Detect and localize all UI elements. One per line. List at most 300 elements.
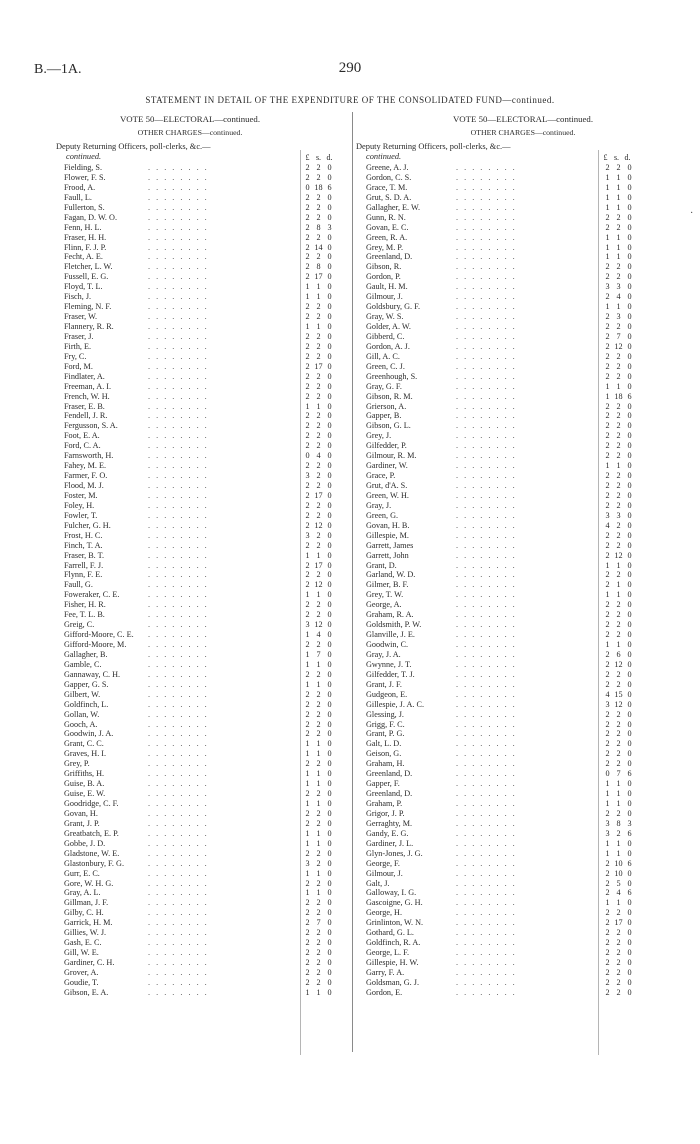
amount-pence: 0 bbox=[327, 590, 332, 600]
amount-pounds: 2 bbox=[605, 649, 610, 659]
amount-shillings: 2 bbox=[616, 729, 621, 739]
leader-dots: . . . . . . . . bbox=[148, 322, 209, 331]
list-item bbox=[56, 292, 350, 302]
amount-pounds: 2 bbox=[305, 580, 310, 590]
amount-shillings: 1 bbox=[616, 381, 621, 391]
list-item bbox=[358, 203, 692, 213]
amount-pounds: 1 bbox=[305, 779, 310, 789]
leader-dots: . . . . . . . . bbox=[148, 620, 209, 630]
leader-dots: . . . . . . . . bbox=[148, 967, 209, 977]
entry-amount bbox=[302, 749, 335, 759]
amount-shillings: 2 bbox=[616, 987, 621, 997]
leader-dots: . . . . . . . . bbox=[148, 212, 209, 222]
list-item bbox=[56, 729, 350, 739]
leader-dots: . . . . . . . . bbox=[148, 312, 209, 322]
amount-pounds: 2 bbox=[305, 222, 310, 232]
amount-shillings: 2 bbox=[316, 471, 321, 481]
entry-amount bbox=[602, 928, 635, 938]
amount-pence: 0 bbox=[627, 610, 632, 620]
amount-pence: 0 bbox=[327, 868, 332, 878]
amount-shillings: 2 bbox=[616, 759, 621, 769]
leader-dots: . . . . . . . . bbox=[148, 799, 209, 808]
leader-dots: . . . . . . . . bbox=[148, 858, 209, 868]
amount-shillings: 2 bbox=[616, 351, 621, 361]
list-item bbox=[56, 749, 350, 759]
amount-pounds: 1 bbox=[605, 640, 610, 649]
entry-amount bbox=[302, 690, 335, 700]
amount-pounds: 1 bbox=[305, 322, 310, 331]
amount-shillings: 1 bbox=[316, 868, 321, 878]
leader-dots: . . . . . . . . bbox=[456, 838, 517, 848]
list-item bbox=[358, 908, 692, 918]
amount-shillings: 17 bbox=[314, 560, 323, 570]
list-item bbox=[358, 640, 692, 650]
list-item bbox=[358, 302, 692, 312]
entry-amount bbox=[302, 809, 335, 819]
leader-dots: . . . . . . . . bbox=[148, 749, 209, 759]
entry-name: Green, C. J. bbox=[366, 361, 405, 371]
amount-shillings: 3 bbox=[616, 510, 621, 520]
list-item bbox=[358, 968, 692, 978]
amount-pounds: 3 bbox=[605, 828, 610, 838]
amount-pounds: 2 bbox=[305, 669, 310, 679]
list-item bbox=[56, 551, 350, 561]
amount-pence: 0 bbox=[327, 361, 332, 371]
entry-name: Graham, R. A. bbox=[366, 610, 414, 620]
amount-pence: 0 bbox=[327, 808, 332, 818]
entry-amount bbox=[602, 680, 635, 690]
amount-pounds: 2 bbox=[605, 888, 610, 898]
entry-name: Fee, T. L. B. bbox=[64, 610, 105, 620]
entry-name: Flood, M. J. bbox=[64, 481, 104, 490]
amount-shillings: 1 bbox=[316, 679, 321, 689]
amount-pence: 0 bbox=[627, 659, 632, 669]
amount-pence: 0 bbox=[327, 550, 332, 560]
leader-dots: . . . . . . . . bbox=[456, 987, 517, 997]
amount-shillings: 1 bbox=[316, 550, 321, 560]
amount-shillings: 1 bbox=[616, 172, 621, 182]
amount-pounds: 2 bbox=[305, 848, 310, 858]
entry-amount bbox=[302, 938, 335, 948]
right-section-title: Deputy Returning Officers, poll-clerks, &c.— bbox=[356, 142, 511, 151]
amount-pounds: 2 bbox=[305, 411, 310, 421]
amount-pence: 0 bbox=[327, 888, 332, 898]
list-item bbox=[56, 163, 350, 173]
entry-amount bbox=[302, 739, 335, 749]
entry-name: Gapper, B. bbox=[366, 411, 402, 421]
amount-shillings: 2 bbox=[316, 381, 321, 391]
entry-name: Gapper, G. S. bbox=[64, 679, 109, 689]
list-item bbox=[358, 690, 692, 700]
leader-dots: . . . . . . . . bbox=[456, 749, 517, 759]
amount-shillings: 3 bbox=[616, 282, 621, 292]
entry-amount bbox=[602, 302, 635, 312]
entry-name: Fecht, A. E. bbox=[64, 252, 103, 262]
entry-amount bbox=[602, 580, 635, 590]
list-item bbox=[56, 322, 350, 332]
amount-pounds: 3 bbox=[305, 471, 310, 481]
list-item bbox=[358, 173, 692, 183]
entry-amount bbox=[302, 262, 335, 272]
entry-amount bbox=[302, 451, 335, 461]
entry-name: Greig, C. bbox=[64, 620, 95, 630]
leader-dots: . . . . . . . . bbox=[148, 451, 209, 461]
list-item bbox=[358, 928, 692, 938]
amount-pounds: 2 bbox=[605, 977, 610, 987]
entry-amount bbox=[602, 183, 635, 193]
leader-dots: . . . . . . . . bbox=[456, 272, 517, 282]
amount-pounds: 2 bbox=[305, 808, 310, 818]
amount-pounds: 1 bbox=[605, 461, 610, 471]
amount-pounds: 2 bbox=[605, 163, 610, 172]
amount-pence: 0 bbox=[627, 371, 632, 381]
amount-pounds: 2 bbox=[605, 550, 610, 560]
list-item bbox=[56, 491, 350, 501]
amount-pence: 0 bbox=[627, 202, 632, 212]
list-item bbox=[358, 421, 692, 431]
entry-amount bbox=[602, 988, 635, 998]
amount-shillings: 2 bbox=[616, 570, 621, 580]
entry-name: Graves, H. I. bbox=[64, 749, 107, 759]
amount-pounds: 2 bbox=[305, 232, 310, 242]
amount-pounds: 2 bbox=[305, 371, 310, 381]
amount-shillings: 2 bbox=[616, 600, 621, 610]
amount-pence: 0 bbox=[627, 739, 632, 749]
entry-amount bbox=[302, 759, 335, 769]
amount-shillings: 2 bbox=[316, 958, 321, 967]
leader-dots: . . . . . . . . bbox=[456, 550, 517, 560]
amount-pence: 0 bbox=[327, 719, 332, 729]
entry-amount bbox=[302, 988, 335, 998]
entry-name: Gifford-Moore, C. E. bbox=[64, 630, 134, 640]
right-vote-title: VOTE 50—ELECTORAL—continued. bbox=[452, 114, 594, 124]
entry-amount bbox=[602, 421, 635, 431]
amount-shillings: 2 bbox=[316, 928, 321, 938]
amount-shillings: 1 bbox=[316, 322, 321, 331]
list-item bbox=[56, 799, 350, 809]
amount-pounds: 2 bbox=[305, 202, 310, 212]
list-item bbox=[56, 769, 350, 779]
leader-dots: . . . . . . . . bbox=[148, 898, 209, 908]
amount-pence: 0 bbox=[627, 192, 632, 202]
leader-dots: . . . . . . . . bbox=[148, 272, 209, 282]
amount-shillings: 2 bbox=[316, 391, 321, 401]
amount-shillings: 2 bbox=[316, 500, 321, 510]
amount-pence: 0 bbox=[327, 451, 332, 461]
amount-pounds: 2 bbox=[305, 500, 310, 510]
list-item bbox=[56, 869, 350, 879]
leader-dots: . . . . . . . . bbox=[148, 331, 209, 341]
amount-shillings: 7 bbox=[316, 918, 321, 928]
amount-shillings: 2 bbox=[316, 709, 321, 719]
leader-dots: . . . . . . . . bbox=[148, 918, 209, 928]
list-item bbox=[358, 729, 692, 739]
leader-dots: . . . . . . . . bbox=[148, 351, 209, 361]
leader-dots: . . . . . . . . bbox=[456, 471, 517, 481]
amount-pounds: 2 bbox=[305, 610, 310, 620]
amount-pence: 0 bbox=[627, 222, 632, 232]
amount-shillings: 7 bbox=[316, 649, 321, 659]
leader-dots: . . . . . . . . bbox=[148, 391, 209, 401]
entry-name: Floyd, T. L. bbox=[64, 282, 103, 292]
amount-pence: 0 bbox=[627, 878, 632, 888]
entry-name: Graham, H. bbox=[366, 759, 405, 769]
leader-dots: . . . . . . . . bbox=[456, 640, 517, 649]
entry-name: Gray, W. S. bbox=[366, 312, 404, 322]
leader-dots: . . . . . . . . bbox=[456, 331, 517, 341]
entry-name: Gandy, E. G. bbox=[366, 828, 409, 838]
entry-amount bbox=[602, 511, 635, 521]
leader-dots: . . . . . . . . bbox=[456, 500, 517, 510]
leader-dots: . . . . . . . . bbox=[456, 192, 517, 202]
amount-pounds: 2 bbox=[605, 331, 610, 341]
amount-pence: 0 bbox=[327, 481, 332, 490]
amount-pence: 0 bbox=[327, 292, 332, 302]
amount-pounds: 2 bbox=[605, 451, 610, 461]
amount-shillings: 2 bbox=[316, 848, 321, 858]
list-item bbox=[358, 700, 692, 710]
amount-pence: 0 bbox=[627, 789, 632, 799]
amount-shillings: 8 bbox=[616, 818, 621, 828]
amount-shillings: 2 bbox=[616, 669, 621, 679]
amount-pence: 6 bbox=[627, 769, 632, 779]
entry-name: Goodwin, C. bbox=[366, 640, 409, 649]
list-item bbox=[358, 938, 692, 948]
amount-pounds: 3 bbox=[605, 699, 610, 709]
entry-name: George, L. F. bbox=[366, 948, 410, 958]
entry-amount bbox=[302, 551, 335, 561]
amount-shillings: 2 bbox=[316, 938, 321, 948]
amount-shillings: 1 bbox=[616, 779, 621, 789]
leader-dots: . . . . . . . . bbox=[456, 739, 517, 749]
leader-dots: . . . . . . . . bbox=[456, 699, 517, 709]
entry-name: Farmer, F. O. bbox=[64, 471, 108, 481]
leader-dots: . . . . . . . . bbox=[456, 818, 517, 828]
entry-name: Fendell, J. R. bbox=[64, 411, 108, 421]
right-section-sub: continued. bbox=[366, 152, 402, 161]
entry-name: Fenn, H. L. bbox=[64, 222, 102, 232]
entry-name: Gardiner, W. bbox=[366, 461, 408, 471]
leader-dots: . . . . . . . . bbox=[148, 580, 209, 590]
entry-amount bbox=[602, 163, 635, 173]
entry-name: Fraser, B. T. bbox=[64, 550, 105, 560]
amount-pounds: 1 bbox=[305, 868, 310, 878]
amount-pence: 0 bbox=[327, 689, 332, 699]
leader-dots: . . . . . . . . bbox=[456, 441, 517, 451]
leader-dots: . . . . . . . . bbox=[456, 391, 517, 401]
entry-amount bbox=[602, 620, 635, 630]
amount-shillings: 1 bbox=[316, 987, 321, 997]
amount-pounds: 2 bbox=[605, 322, 610, 331]
amount-pounds: 2 bbox=[605, 679, 610, 689]
amount-shillings: 14 bbox=[314, 242, 323, 252]
amount-pounds: 1 bbox=[605, 848, 610, 858]
amount-pence: 0 bbox=[327, 620, 332, 630]
list-item bbox=[358, 223, 692, 233]
amount-shillings: 2 bbox=[316, 202, 321, 212]
entry-name: Gillies, W. J. bbox=[64, 928, 107, 938]
amount-pounds: 1 bbox=[305, 292, 310, 302]
entry-name: Garland, W. D. bbox=[366, 570, 416, 580]
amount-pounds: 1 bbox=[305, 649, 310, 659]
entry-name: Grey, J. bbox=[366, 431, 392, 441]
leader-dots: . . . . . . . . bbox=[148, 610, 209, 620]
amount-shillings: 2 bbox=[316, 510, 321, 520]
amount-pence: 0 bbox=[627, 699, 632, 709]
entry-amount bbox=[302, 292, 335, 302]
amount-pence: 0 bbox=[627, 689, 632, 699]
amount-pounds: 2 bbox=[305, 490, 310, 500]
leader-dots: . . . . . . . . bbox=[148, 252, 209, 262]
entry-amount bbox=[602, 441, 635, 451]
entry-amount bbox=[302, 322, 335, 332]
entry-amount bbox=[602, 521, 635, 531]
entry-amount bbox=[302, 859, 335, 869]
leader-dots: . . . . . . . . bbox=[456, 262, 517, 272]
amount-pounds: 2 bbox=[605, 431, 610, 441]
amount-pence: 0 bbox=[327, 948, 332, 958]
entry-amount bbox=[302, 869, 335, 879]
entry-amount bbox=[302, 779, 335, 789]
amount-pence: 0 bbox=[627, 679, 632, 689]
list-item bbox=[358, 869, 692, 879]
right-charges-title: OTHER CHARGES—continued. bbox=[470, 128, 576, 137]
entry-amount bbox=[602, 322, 635, 332]
list-item bbox=[56, 928, 350, 938]
amount-pounds: 2 bbox=[305, 520, 310, 530]
list-item bbox=[56, 352, 350, 362]
amount-shillings: 1 bbox=[616, 580, 621, 590]
amount-pence: 0 bbox=[627, 510, 632, 520]
entry-amount bbox=[602, 650, 635, 660]
list-item bbox=[358, 670, 692, 680]
amount-shillings: 12 bbox=[614, 699, 623, 709]
amount-shillings: 2 bbox=[616, 520, 621, 530]
leader-dots: . . . . . . . . bbox=[148, 431, 209, 441]
entry-amount bbox=[302, 312, 335, 322]
list-item bbox=[56, 908, 350, 918]
leader-dots: . . . . . . . . bbox=[456, 769, 517, 779]
amount-shillings: 1 bbox=[616, 590, 621, 600]
amount-pounds: 2 bbox=[605, 411, 610, 421]
amount-pounds: 2 bbox=[305, 958, 310, 967]
list-item bbox=[358, 272, 692, 282]
list-item bbox=[358, 570, 692, 580]
entry-amount bbox=[302, 421, 335, 431]
amount-shillings: 2 bbox=[616, 421, 621, 431]
entry-name: Gooch, A. bbox=[64, 719, 98, 729]
leader-dots: . . . . . . . . bbox=[456, 371, 517, 381]
entry-amount bbox=[302, 898, 335, 908]
amount-pence: 0 bbox=[627, 331, 632, 341]
amount-pounds: 2 bbox=[605, 530, 610, 540]
list-item bbox=[358, 441, 692, 451]
entry-name: Gordon, A. J. bbox=[366, 341, 410, 351]
amount-pounds: 1 bbox=[605, 381, 610, 391]
entry-amount bbox=[302, 650, 335, 660]
entry-amount bbox=[302, 630, 335, 640]
amount-pence: 0 bbox=[327, 272, 332, 282]
entry-name: Greenland, D. bbox=[366, 789, 413, 799]
amount-shillings: 1 bbox=[616, 640, 621, 649]
amount-pounds: 2 bbox=[305, 272, 310, 282]
amount-shillings: 2 bbox=[616, 808, 621, 818]
amount-shillings: 1 bbox=[316, 828, 321, 838]
amount-shillings: 1 bbox=[316, 838, 321, 848]
entry-name: Gilby, C. H. bbox=[64, 908, 104, 918]
leader-dots: . . . . . . . . bbox=[148, 570, 209, 580]
amount-pounds: 2 bbox=[305, 351, 310, 361]
amount-pence: 0 bbox=[327, 471, 332, 481]
list-item bbox=[56, 252, 350, 262]
list-item bbox=[56, 759, 350, 769]
amount-pence: 0 bbox=[627, 361, 632, 371]
leader-dots: . . . . . . . . bbox=[148, 669, 209, 679]
amount-pounds: 2 bbox=[305, 898, 310, 908]
entry-amount bbox=[302, 392, 335, 402]
page-id: B.—1A. bbox=[34, 62, 82, 77]
entry-name: Grut, d'A. S. bbox=[366, 481, 408, 490]
entry-name: Gardiner, J. L. bbox=[366, 838, 414, 848]
entry-amount bbox=[602, 272, 635, 282]
leader-dots: . . . . . . . . bbox=[148, 182, 209, 192]
entry-amount bbox=[302, 789, 335, 799]
list-item bbox=[56, 272, 350, 282]
amount-shillings: 1 bbox=[316, 779, 321, 789]
amount-pence: 0 bbox=[327, 341, 332, 351]
leader-dots: . . . . . . . . bbox=[456, 977, 517, 987]
list-item bbox=[56, 541, 350, 551]
right-section-heading bbox=[356, 142, 511, 162]
amount-shillings: 1 bbox=[316, 888, 321, 898]
amount-shillings: 10 bbox=[614, 858, 623, 868]
amount-shillings: 5 bbox=[616, 878, 621, 888]
amount-pounds: 2 bbox=[605, 868, 610, 878]
amount-pence: 0 bbox=[627, 570, 632, 580]
leader-dots: . . . . . . . . bbox=[148, 262, 209, 272]
leader-dots: . . . . . . . . bbox=[148, 371, 209, 381]
entry-amount bbox=[302, 849, 335, 859]
entry-name: Gascoigne, G. H. bbox=[366, 898, 423, 908]
entry-amount bbox=[602, 610, 635, 620]
amount-pounds: 1 bbox=[605, 192, 610, 202]
amount-pounds: 2 bbox=[605, 341, 610, 351]
list-item bbox=[56, 660, 350, 670]
amount-pence: 3 bbox=[627, 818, 632, 828]
entry-name: Gothard, G. L. bbox=[366, 928, 414, 938]
margin-mark: · bbox=[690, 208, 694, 219]
amount-shillings: 4 bbox=[616, 888, 621, 898]
entry-amount bbox=[302, 193, 335, 203]
amount-shillings: 7 bbox=[616, 769, 621, 779]
right-entries bbox=[358, 163, 692, 998]
leader-dots: . . . . . . . . bbox=[148, 759, 209, 769]
entry-name: Faull, G. bbox=[64, 580, 93, 590]
entry-name: Garrett, James bbox=[366, 540, 414, 550]
entry-name: Garry, F. A. bbox=[366, 967, 405, 977]
amount-pence: 0 bbox=[327, 828, 332, 838]
list-item bbox=[358, 888, 692, 898]
amount-pence: 0 bbox=[327, 659, 332, 669]
entry-name: Fletcher, L. W. bbox=[64, 262, 113, 272]
entry-amount bbox=[602, 173, 635, 183]
amount-pounds: 2 bbox=[605, 361, 610, 371]
entry-name: George, A. bbox=[366, 600, 402, 610]
entry-name: Gallagher, B. bbox=[64, 649, 108, 659]
entry-name: Fielding, S. bbox=[64, 163, 102, 172]
entry-amount bbox=[302, 223, 335, 233]
amount-shillings: 2 bbox=[316, 689, 321, 699]
